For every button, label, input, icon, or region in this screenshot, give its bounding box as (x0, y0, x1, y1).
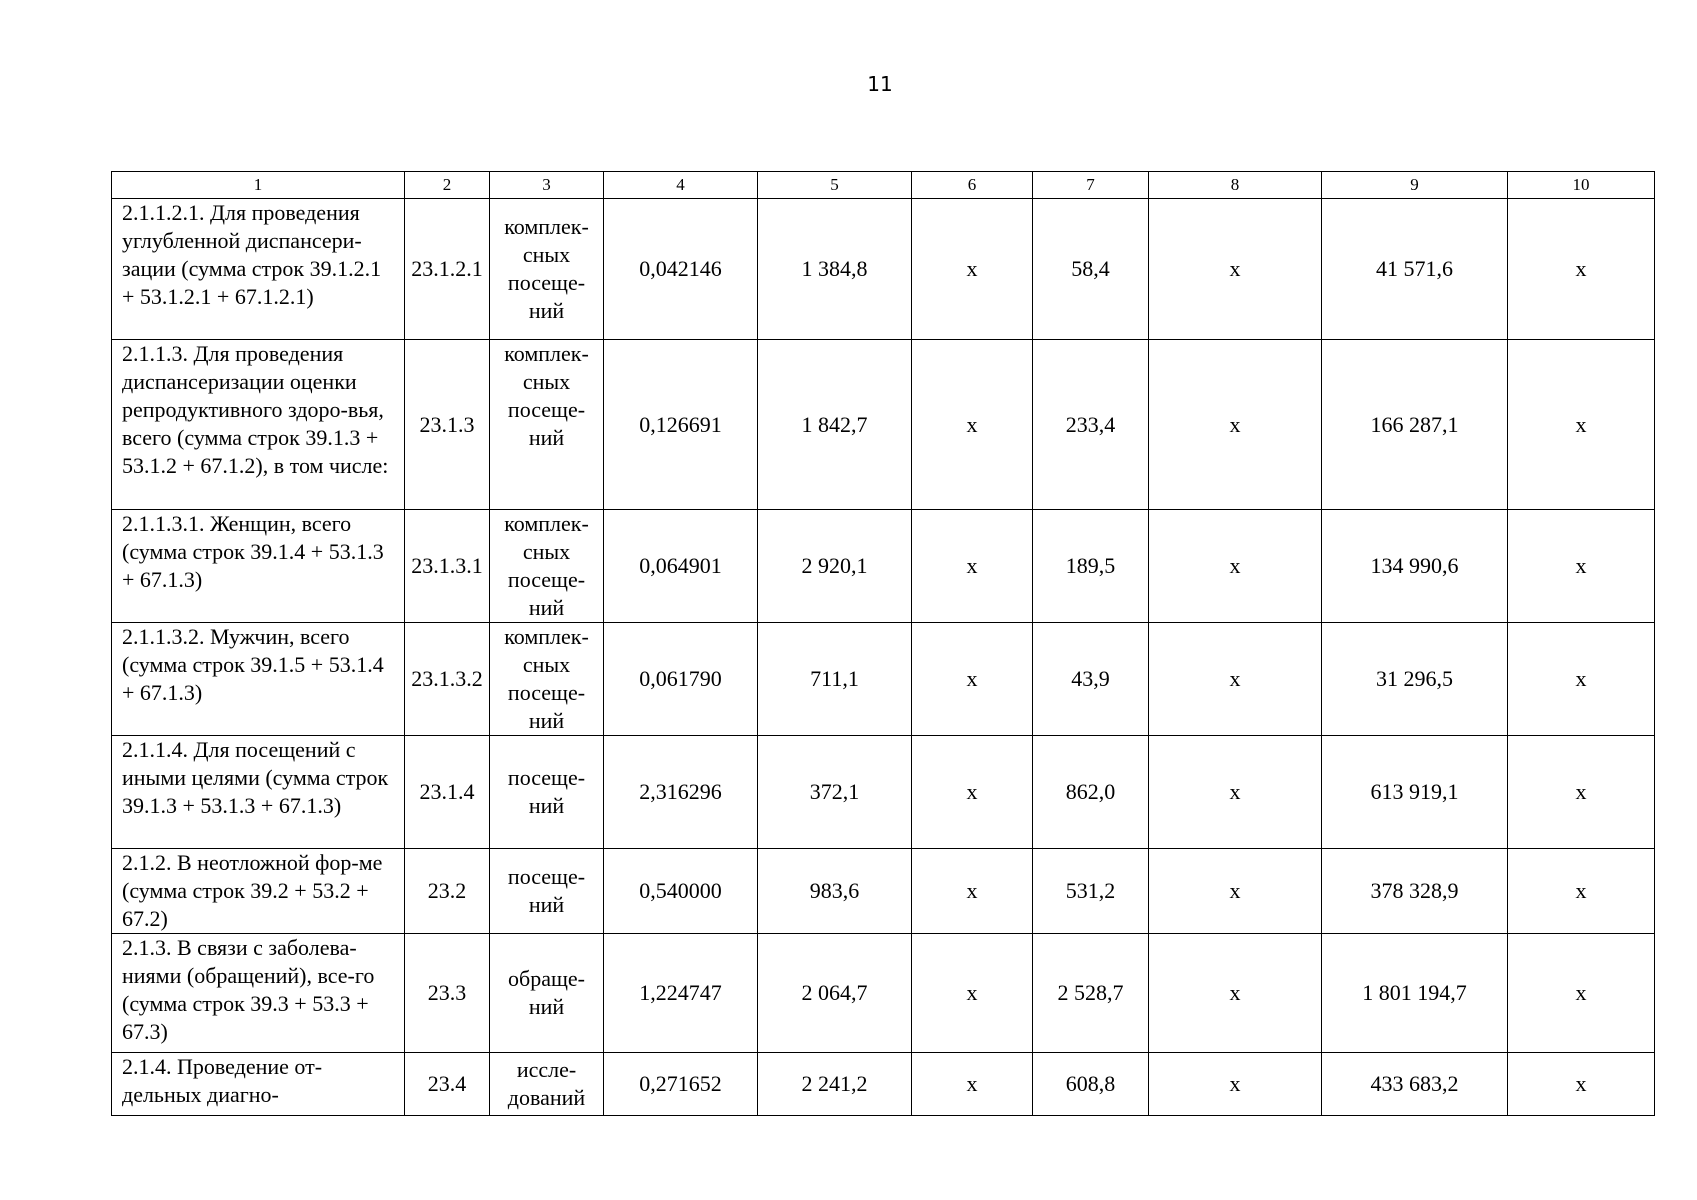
value-cell: 166 287,1 (1322, 340, 1508, 510)
value-cell: 43,9 (1033, 623, 1149, 736)
column-header: 5 (758, 172, 912, 199)
row-unit-cell: иссле-дований (490, 1053, 604, 1116)
row-name-cell: 2.1.1.2.1. Для проведения углубленной диспансери-зации (сумма строк 39.1.2.1 + 53.1.2.1 + 67.1.2.1) (112, 199, 405, 340)
value-cell: 31 296,5 (1322, 623, 1508, 736)
row-unit-cell: посеще-ний (490, 736, 604, 849)
value-cell: х (1149, 340, 1322, 510)
table-row (112, 1053, 1655, 1116)
row-code-cell: 23.1.3 (405, 340, 490, 510)
page-number: 11 (867, 72, 893, 96)
value-cell: х (1149, 510, 1322, 623)
row-name-cell: 2.1.1.3.2. Мужчин, всего (сумма строк 39.1.5 + 53.1.4 + 67.1.3) (112, 623, 405, 736)
table-row (112, 849, 1655, 934)
value-cell: 0,064901 (604, 510, 758, 623)
row-code-cell: 23.4 (405, 1053, 490, 1116)
row-name-cell: 2.1.1.3. Для проведения диспансеризации оценки репродуктивного здоро-вья, всего (сумма строк 39.1.3 + 53.1.2 + 67.1.2), в том числе: (112, 340, 405, 510)
value-cell: 2 528,7 (1033, 934, 1149, 1053)
value-cell: 2 064,7 (758, 934, 912, 1053)
value-cell: 608,8 (1033, 1053, 1149, 1116)
table-row (112, 934, 1655, 1053)
column-header: 7 (1033, 172, 1149, 199)
value-cell: 378 328,9 (1322, 849, 1508, 934)
value-cell: х (1508, 340, 1655, 510)
value-cell: 0,061790 (604, 623, 758, 736)
row-unit-cell: комплек-сных посеще-ний (490, 199, 604, 340)
value-cell: 531,2 (1033, 849, 1149, 934)
value-cell: х (912, 849, 1033, 934)
value-cell: х (912, 510, 1033, 623)
row-unit-cell: комплек-сных посеще-ний (490, 623, 604, 736)
table-row (112, 340, 1655, 510)
value-cell: 233,4 (1033, 340, 1149, 510)
value-cell: 2,316296 (604, 736, 758, 849)
value-cell: 862,0 (1033, 736, 1149, 849)
row-name-cell: 2.1.1.4. Для посещений с иными целями (сумма строк 39.1.3 + 53.1.3 + 67.1.3) (112, 736, 405, 849)
value-cell: х (1508, 623, 1655, 736)
value-cell: х (1508, 199, 1655, 340)
value-cell: х (1508, 510, 1655, 623)
value-cell: 0,271652 (604, 1053, 758, 1116)
column-header: 10 (1508, 172, 1655, 199)
value-cell: х (1508, 934, 1655, 1053)
value-cell: х (912, 623, 1033, 736)
value-cell: х (912, 1053, 1033, 1116)
value-cell: х (912, 340, 1033, 510)
row-name-cell: 2.1.3. В связи с заболева-ниями (обращений), все-го (сумма строк 39.3 + 53.3 + 67.3) (112, 934, 405, 1053)
column-header: 6 (912, 172, 1033, 199)
row-name-cell: 2.1.2. В неотложной фор-ме (сумма строк 39.2 + 53.2 + 67.2) (112, 849, 405, 934)
value-cell: 2 241,2 (758, 1053, 912, 1116)
row-unit-cell: посеще-ний (490, 849, 604, 934)
value-cell: х (912, 199, 1033, 340)
row-code-cell: 23.2 (405, 849, 490, 934)
value-cell: 613 919,1 (1322, 736, 1508, 849)
row-unit-cell: обраще-ний (490, 934, 604, 1053)
row-code-cell: 23.1.4 (405, 736, 490, 849)
value-cell: х (1149, 1053, 1322, 1116)
value-cell: 983,6 (758, 849, 912, 934)
value-cell: 0,126691 (604, 340, 758, 510)
value-cell: 134 990,6 (1322, 510, 1508, 623)
column-header: 3 (490, 172, 604, 199)
value-cell: 0,042146 (604, 199, 758, 340)
column-header: 4 (604, 172, 758, 199)
value-cell: 1 384,8 (758, 199, 912, 340)
value-cell: 1 842,7 (758, 340, 912, 510)
value-cell: х (1149, 736, 1322, 849)
value-cell: 2 920,1 (758, 510, 912, 623)
column-header: 9 (1322, 172, 1508, 199)
row-unit-cell: комплек-сных посеще-ний (490, 510, 604, 623)
value-cell: х (1149, 934, 1322, 1053)
value-cell: 711,1 (758, 623, 912, 736)
table-row (112, 510, 1655, 623)
data-table (111, 171, 1655, 1116)
column-header: 2 (405, 172, 490, 199)
value-cell: 1 801 194,7 (1322, 934, 1508, 1053)
row-code-cell: 23.3 (405, 934, 490, 1053)
value-cell: 1,224747 (604, 934, 758, 1053)
row-code-cell: 23.1.3.2 (405, 623, 490, 736)
value-cell: х (1149, 199, 1322, 340)
value-cell: х (912, 736, 1033, 849)
table-row (112, 623, 1655, 736)
value-cell: х (1508, 849, 1655, 934)
value-cell: х (1508, 1053, 1655, 1116)
column-header: 8 (1149, 172, 1322, 199)
table-row (112, 199, 1655, 340)
value-cell: 433 683,2 (1322, 1053, 1508, 1116)
value-cell: х (1149, 623, 1322, 736)
table-row (112, 736, 1655, 849)
value-cell: х (912, 934, 1033, 1053)
value-cell: 0,540000 (604, 849, 758, 934)
value-cell: 372,1 (758, 736, 912, 849)
table-header-row (112, 172, 1655, 199)
value-cell: 189,5 (1033, 510, 1149, 623)
value-cell: 41 571,6 (1322, 199, 1508, 340)
column-header: 1 (112, 172, 405, 199)
row-code-cell: 23.1.3.1 (405, 510, 490, 623)
row-name-cell: 2.1.1.3.1. Женщин, всего (сумма строк 39.1.4 + 53.1.3 + 67.1.3) (112, 510, 405, 623)
value-cell: 58,4 (1033, 199, 1149, 340)
value-cell: х (1508, 736, 1655, 849)
row-unit-cell: комплек-сных посеще-ний (490, 340, 604, 510)
row-name-cell: 2.1.4. Проведение от-дельных диагно- (112, 1053, 405, 1116)
value-cell: х (1149, 849, 1322, 934)
row-code-cell: 23.1.2.1 (405, 199, 490, 340)
